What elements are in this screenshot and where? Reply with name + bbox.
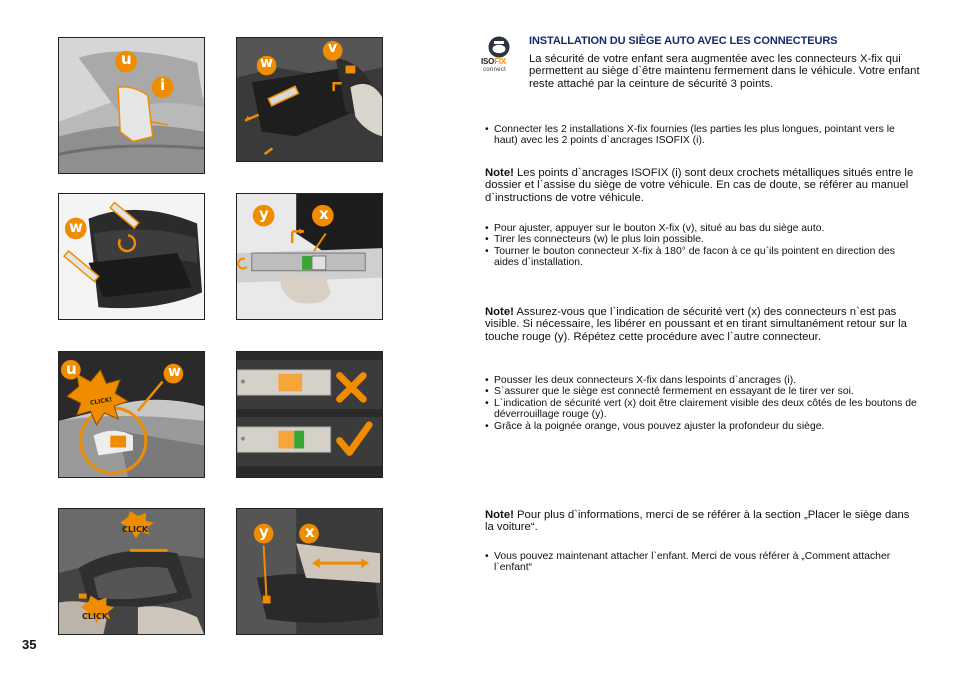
note-1: [485, 167, 921, 204]
list-item: • Tourner le bouton connecteur X-fix à 180° de facon à ce qu`ils pointent en direction des aides d`installation.: [485, 246, 921, 269]
note-text: Les points d`ancrages ISOFIX (i) sont deux crochets métalliques situés entre le dossier et l`assise du siège de votre véhicule. En cas de doute, se référer au manuel d`instructions de votre véhicule.: [485, 167, 914, 204]
label-w: w: [69, 218, 83, 236]
figure-3-pull-connectors-photo: [58, 193, 205, 320]
bullet-list-2: [485, 223, 921, 269]
note-2: [485, 306, 921, 343]
figure-4-rotate-connector-photo: [236, 193, 383, 320]
list-item: • L`indication de sécurité vert (x) doit être clairement visible des deux côtés de les boutons de déverrouillage rouge (y).: [485, 398, 921, 421]
label-u: u: [121, 50, 132, 68]
bullet-list-1: [485, 124, 921, 147]
figure-5-click-connect-photo: [58, 351, 205, 478]
list-item: • Tirer les connecteurs (w) le plus loin possible.: [485, 234, 921, 245]
figure-1-isofix-anchor-photo: [58, 37, 205, 174]
note-label: Note!: [485, 306, 514, 318]
figure-2-xfix-button-photo: [236, 37, 383, 162]
click-label-bottom: CLICK: [82, 612, 109, 621]
note-label: Note!: [485, 509, 514, 521]
label-w: w: [260, 55, 273, 71]
note-label: Note!: [485, 167, 514, 179]
list-item: • Grâce à la poignée orange, vous pouvez ajuster la profondeur du siège.: [485, 421, 921, 432]
click-label-top: CLICK: [122, 525, 149, 534]
note-text: Pour plus d`informations, merci de se référer à la section „Placer le siège dans la voiture“.: [485, 509, 910, 534]
label-x: x: [319, 205, 329, 223]
label-w: w: [168, 364, 181, 380]
note-3: [485, 509, 921, 534]
page-number: 35: [22, 637, 37, 652]
figure-7-click-install-photo: [58, 508, 205, 635]
label-u: u: [66, 360, 77, 378]
list-item: • S`assurer que le siège est connecté fermement en essayant de le tirer ver soi.: [485, 386, 921, 397]
list-item: • Connecter les 2 installations X-fix fournies (les parties les plus longues, pointant vers le haut) avec les 2 points d`ancrages ISOFIX (i).: [485, 124, 921, 147]
label-v: v: [328, 40, 338, 56]
label-y: y: [259, 523, 269, 541]
section-title: INSTALLATION DU SIÈGE AUTO AVEC LES CONNECTEURS: [529, 35, 838, 47]
label-x: x: [305, 523, 315, 541]
logo-wordmark: ISOFIX: [481, 57, 507, 66]
bullet-list-4: [485, 551, 921, 574]
note-text: Assurez-vous que l`indication de sécurité vert (x) des connecteurs n`est pas visible. Si nécessaire, les libérer en poussant et en tirant simultanément retour sur la touche rouge (y). Répétez cette procédure avec l`autre connecteur.: [485, 306, 907, 343]
list-item: • Pousser les deux connecteurs X-fix dans lespoints d`ancrages (i).: [485, 375, 921, 386]
figure-8-adjust-depth-photo: [236, 508, 383, 635]
intro-paragraph: La sécurité de votre enfant sera augmentée avec les connecteurs X-fix qui permettent au siège d`être maintenu fermement dans le véhicule. Votre enfant reste attaché par la ceinture de sécurité 3 points.: [529, 53, 920, 90]
isofix-logo-icon: [481, 36, 517, 78]
label-y: y: [259, 205, 269, 223]
list-item: • Vous pouvez maintenant attacher l`enfant. Merci de vous référer à „Comment attacher l`enfant“: [485, 551, 921, 574]
list-item: • Pour ajuster, appuyer sur le bouton X-fix (v), situé au bas du siège auto.: [485, 223, 921, 234]
bullet-list-3: [485, 375, 921, 432]
logo-subtitle: connect: [483, 67, 507, 73]
label-i: i: [160, 76, 166, 94]
click-burst-label: CLICK!: [89, 396, 113, 407]
figure-6-indicator-check-photo: [236, 351, 383, 478]
